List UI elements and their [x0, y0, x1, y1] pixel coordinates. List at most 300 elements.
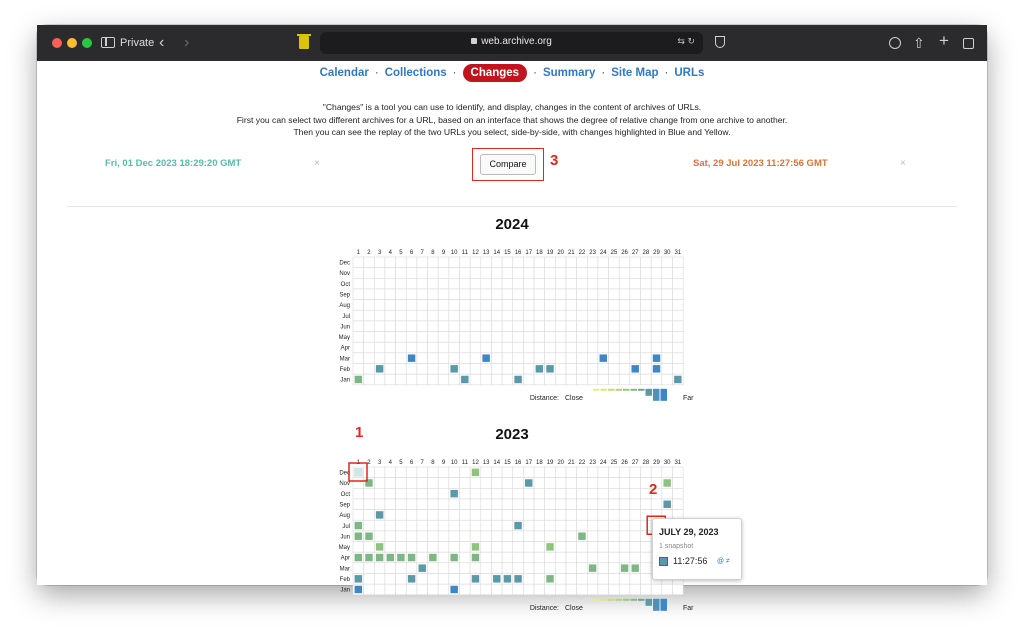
calendar-day-cell[interactable]: [513, 531, 524, 542]
calendar-day-cell[interactable]: [449, 374, 460, 385]
calendar-day-cell[interactable]: [396, 478, 407, 489]
zoom-window-button[interactable]: [82, 38, 92, 48]
calendar-day-cell[interactable]: [502, 563, 513, 574]
calendar-day-cell[interactable]: [609, 542, 620, 553]
calendar-day-cell[interactable]: [481, 289, 492, 300]
calendar-day-cell[interactable]: [502, 321, 513, 332]
calendar-day-cell[interactable]: [353, 499, 364, 510]
calendar-day-cell[interactable]: [513, 510, 524, 521]
calendar-day-cell[interactable]: [545, 563, 556, 574]
calendar-day-cell[interactable]: [438, 467, 449, 478]
calendar-day-cell[interactable]: [502, 310, 513, 321]
calendar-day-cell[interactable]: [662, 374, 673, 385]
snapshot-cell[interactable]: [600, 354, 607, 361]
calendar-day-cell[interactable]: [353, 478, 364, 489]
calendar-day-cell[interactable]: [374, 584, 385, 595]
snapshot-cell[interactable]: [621, 564, 628, 571]
calendar-day-cell[interactable]: [566, 364, 577, 375]
calendar-day-cell[interactable]: [396, 574, 407, 585]
calendar-day-cell[interactable]: [438, 563, 449, 574]
calendar-day-cell[interactable]: [385, 520, 396, 531]
calendar-day-cell[interactable]: [662, 467, 673, 478]
calendar-day-cell[interactable]: [364, 268, 375, 279]
calendar-day-cell[interactable]: [460, 542, 471, 553]
calendar-day-cell[interactable]: [396, 563, 407, 574]
calendar-day-cell[interactable]: [396, 310, 407, 321]
calendar-day-cell[interactable]: [598, 478, 609, 489]
calendar-day-cell[interactable]: [598, 542, 609, 553]
calendar-day-cell[interactable]: [545, 268, 556, 279]
calendar-day-cell[interactable]: [577, 488, 588, 499]
calendar-day-cell[interactable]: [460, 552, 471, 563]
calendar-day-cell[interactable]: [555, 278, 566, 289]
calendar-day-cell[interactable]: [641, 467, 652, 478]
calendar-day-cell[interactable]: [641, 520, 652, 531]
calendar-day-cell[interactable]: [598, 552, 609, 563]
calendar-day-cell[interactable]: [438, 552, 449, 563]
calendar-day-cell[interactable]: [353, 300, 364, 311]
calendar-day-cell[interactable]: [406, 510, 417, 521]
calendar-day-cell[interactable]: [673, 332, 684, 343]
calendar-day-cell[interactable]: [449, 353, 460, 364]
calendar-day-cell[interactable]: [449, 531, 460, 542]
calendar-day-cell[interactable]: [630, 574, 641, 585]
calendar-day-cell[interactable]: [428, 478, 439, 489]
calendar-day-cell[interactable]: [374, 488, 385, 499]
calendar-day-cell[interactable]: [481, 552, 492, 563]
calendar-day-cell[interactable]: [641, 268, 652, 279]
calendar-day-cell[interactable]: [470, 531, 481, 542]
calendar-day-cell[interactable]: [460, 300, 471, 311]
calendar-day-cell[interactable]: [449, 278, 460, 289]
calendar-day-cell[interactable]: [577, 321, 588, 332]
calendar-day-cell[interactable]: [523, 510, 534, 521]
snapshot-cell[interactable]: [546, 543, 553, 550]
calendar-day-cell[interactable]: [449, 542, 460, 553]
calendar-day-cell[interactable]: [651, 321, 662, 332]
calendar-day-cell[interactable]: [481, 278, 492, 289]
calendar-day-cell[interactable]: [428, 321, 439, 332]
snapshot-cell[interactable]: [514, 575, 521, 582]
calendar-day-cell[interactable]: [598, 342, 609, 353]
calendar-day-cell[interactable]: [609, 374, 620, 385]
calendar-day-cell[interactable]: [385, 300, 396, 311]
calendar-day-cell[interactable]: [513, 257, 524, 268]
calendar-day-cell[interactable]: [460, 278, 471, 289]
nav-changes[interactable]: Changes: [463, 64, 528, 82]
calendar-day-cell[interactable]: [619, 520, 630, 531]
snapshot-cell[interactable]: [450, 586, 457, 593]
calendar-day-cell[interactable]: [385, 332, 396, 343]
calendar-day-cell[interactable]: [641, 278, 652, 289]
calendar-day-cell[interactable]: [630, 300, 641, 311]
calendar-day-cell[interactable]: [364, 278, 375, 289]
calendar-day-cell[interactable]: [523, 467, 534, 478]
snapshot-cell[interactable]: [514, 522, 521, 529]
calendar-day-cell[interactable]: [651, 374, 662, 385]
calendar-day-cell[interactable]: [353, 353, 364, 364]
calendar-day-cell[interactable]: [438, 520, 449, 531]
calendar-day-cell[interactable]: [374, 332, 385, 343]
calendar-day-cell[interactable]: [566, 321, 577, 332]
calendar-day-cell[interactable]: [609, 467, 620, 478]
forward-icon[interactable]: ›: [184, 34, 190, 51]
calendar-day-cell[interactable]: [577, 563, 588, 574]
calendar-day-cell[interactable]: [630, 257, 641, 268]
calendar-day-cell[interactable]: [630, 478, 641, 489]
calendar-day-cell[interactable]: [491, 499, 502, 510]
calendar-day-cell[interactable]: [353, 321, 364, 332]
calendar-day-cell[interactable]: [609, 353, 620, 364]
calendar-day-cell[interactable]: [460, 310, 471, 321]
calendar-day-cell[interactable]: [577, 353, 588, 364]
calendar-day-cell[interactable]: [438, 499, 449, 510]
calendar-day-cell[interactable]: [449, 257, 460, 268]
calendar-day-cell[interactable]: [566, 342, 577, 353]
calendar-day-cell[interactable]: [630, 332, 641, 343]
calendar-day-cell[interactable]: [534, 300, 545, 311]
calendar-day-cell[interactable]: [374, 520, 385, 531]
calendar-day-cell[interactable]: [566, 478, 577, 489]
calendar-day-cell[interactable]: [417, 374, 428, 385]
calendar-day-cell[interactable]: [555, 289, 566, 300]
calendar-day-cell[interactable]: [609, 574, 620, 585]
calendar-day-cell[interactable]: [513, 268, 524, 279]
calendar-day-cell[interactable]: [555, 353, 566, 364]
calendar-day-cell[interactable]: [598, 510, 609, 521]
calendar-day-cell[interactable]: [491, 542, 502, 553]
calendar-day-cell[interactable]: [417, 499, 428, 510]
calendar-day-cell[interactable]: [609, 332, 620, 343]
calendar-day-cell[interactable]: [630, 552, 641, 563]
calendar-day-cell[interactable]: [566, 574, 577, 585]
calendar-day-cell[interactable]: [374, 268, 385, 279]
back-icon[interactable]: ‹: [159, 34, 165, 51]
calendar-day-cell[interactable]: [491, 268, 502, 279]
calendar-day-cell[interactable]: [491, 563, 502, 574]
calendar-day-cell[interactable]: [491, 364, 502, 375]
calendar-day-cell[interactable]: [630, 268, 641, 279]
calendar-day-cell[interactable]: [502, 499, 513, 510]
calendar-day-cell[interactable]: [428, 520, 439, 531]
calendar-day-cell[interactable]: [523, 488, 534, 499]
calendar-day-cell[interactable]: [555, 478, 566, 489]
calendar-day-cell[interactable]: [470, 478, 481, 489]
calendar-day-cell[interactable]: [523, 552, 534, 563]
calendar-day-cell[interactable]: [566, 520, 577, 531]
calendar-day-cell[interactable]: [651, 499, 662, 510]
calendar-day-cell[interactable]: [545, 321, 556, 332]
calendar-day-cell[interactable]: [406, 488, 417, 499]
calendar-day-cell[interactable]: [428, 574, 439, 585]
calendar-day-cell[interactable]: [513, 278, 524, 289]
calendar-day-cell[interactable]: [619, 342, 630, 353]
calendar-day-cell[interactable]: [502, 488, 513, 499]
calendar-day-cell[interactable]: [673, 268, 684, 279]
tabs-overview-icon[interactable]: [963, 38, 974, 49]
calendar-day-cell[interactable]: [566, 467, 577, 478]
calendar-day-cell[interactable]: [598, 488, 609, 499]
calendar-day-cell[interactable]: [417, 510, 428, 521]
calendar-day-cell[interactable]: [673, 289, 684, 300]
calendar-day-cell[interactable]: [428, 563, 439, 574]
calendar-day-cell[interactable]: [523, 342, 534, 353]
calendar-day-cell[interactable]: [587, 510, 598, 521]
calendar-day-cell[interactable]: [470, 353, 481, 364]
calendar-day-cell[interactable]: [630, 467, 641, 478]
calendar-day-cell[interactable]: [662, 321, 673, 332]
calendar-day-cell[interactable]: [566, 510, 577, 521]
calendar-day-cell[interactable]: [513, 499, 524, 510]
calendar-day-cell[interactable]: [385, 374, 396, 385]
calendar-day-cell[interactable]: [523, 257, 534, 268]
address-bar[interactable]: [320, 32, 703, 54]
calendar-day-cell[interactable]: [598, 278, 609, 289]
calendar-day-cell[interactable]: [428, 374, 439, 385]
snapshot-cell[interactable]: [472, 469, 479, 476]
calendar-day-cell[interactable]: [385, 310, 396, 321]
calendar-day-cell[interactable]: [534, 563, 545, 574]
calendar-day-cell[interactable]: [534, 257, 545, 268]
calendar-day-cell[interactable]: [609, 531, 620, 542]
calendar-day-cell[interactable]: [502, 374, 513, 385]
calendar-day-cell[interactable]: [428, 289, 439, 300]
calendar-day-cell[interactable]: [619, 332, 630, 343]
calendar-day-cell[interactable]: [470, 342, 481, 353]
snapshot-cell[interactable]: [355, 554, 362, 561]
calendar-day-cell[interactable]: [566, 353, 577, 364]
calendar-day-cell[interactable]: [460, 321, 471, 332]
calendar-day-cell[interactable]: [491, 321, 502, 332]
calendar-day-cell[interactable]: [523, 268, 534, 279]
calendar-day-cell[interactable]: [566, 563, 577, 574]
calendar-day-cell[interactable]: [566, 542, 577, 553]
calendar-day-cell[interactable]: [353, 488, 364, 499]
calendar-day-cell[interactable]: [502, 520, 513, 531]
calendar-day-cell[interactable]: [396, 531, 407, 542]
calendar-day-cell[interactable]: [587, 364, 598, 375]
calendar-day-cell[interactable]: [470, 499, 481, 510]
calendar-day-cell[interactable]: [534, 332, 545, 343]
calendar-day-cell[interactable]: [481, 332, 492, 343]
calendar-day-cell[interactable]: [364, 574, 375, 585]
calendar-day-cell[interactable]: [460, 520, 471, 531]
calendar-day-cell[interactable]: [555, 268, 566, 279]
calendar-day-cell[interactable]: [534, 478, 545, 489]
calendar-day-cell[interactable]: [609, 520, 620, 531]
calendar-day-cell[interactable]: [641, 552, 652, 563]
calendar-day-cell[interactable]: [587, 467, 598, 478]
calendar-day-cell[interactable]: [555, 310, 566, 321]
calendar-day-cell[interactable]: [502, 531, 513, 542]
calendar-day-cell[interactable]: [460, 478, 471, 489]
calendar-day-cell[interactable]: [513, 467, 524, 478]
calendar-day-cell[interactable]: [385, 542, 396, 553]
calendar-day-cell[interactable]: [545, 332, 556, 343]
calendar-day-cell[interactable]: [502, 300, 513, 311]
calendar-day-cell[interactable]: [449, 342, 460, 353]
calendar-day-cell[interactable]: [534, 510, 545, 521]
calendar-day-cell[interactable]: [502, 478, 513, 489]
calendar-day-cell[interactable]: [428, 257, 439, 268]
calendar-day-cell[interactable]: [438, 342, 449, 353]
calendar-day-cell[interactable]: [662, 310, 673, 321]
calendar-day-cell[interactable]: [491, 467, 502, 478]
calendar-day-cell[interactable]: [545, 310, 556, 321]
nav-urls[interactable]: URLs: [674, 67, 705, 79]
snapshot-cell[interactable]: [472, 554, 479, 561]
calendar-day-cell[interactable]: [523, 542, 534, 553]
calendar-day-cell[interactable]: [630, 289, 641, 300]
calendar-day-cell[interactable]: [385, 353, 396, 364]
calendar-day-cell[interactable]: [555, 531, 566, 542]
calendar-day-cell[interactable]: [428, 300, 439, 311]
snapshot-cell[interactable]: [376, 511, 383, 518]
calendar-day-cell[interactable]: [491, 289, 502, 300]
calendar-day-cell[interactable]: [673, 257, 684, 268]
calendar-day-cell[interactable]: [449, 268, 460, 279]
calendar-day-cell[interactable]: [641, 531, 652, 542]
calendar-day-cell[interactable]: [481, 584, 492, 595]
calendar-day-cell[interactable]: [481, 478, 492, 489]
calendar-day-cell[interactable]: [417, 289, 428, 300]
calendar-day-cell[interactable]: [364, 563, 375, 574]
calendar-day-cell[interactable]: [587, 268, 598, 279]
calendar-day-cell[interactable]: [470, 289, 481, 300]
calendar-day-cell[interactable]: [406, 364, 417, 375]
calendar-day-cell[interactable]: [481, 520, 492, 531]
calendar-day-cell[interactable]: [417, 257, 428, 268]
calendar-day-cell[interactable]: [406, 257, 417, 268]
calendar-day-cell[interactable]: [662, 289, 673, 300]
calendar-day-cell[interactable]: [545, 478, 556, 489]
calendar-day-cell[interactable]: [481, 310, 492, 321]
calendar-day-cell[interactable]: [673, 300, 684, 311]
calendar-day-cell[interactable]: [385, 364, 396, 375]
calendar-day-cell[interactable]: [374, 467, 385, 478]
calendar-day-cell[interactable]: [598, 467, 609, 478]
calendar-day-cell[interactable]: [374, 353, 385, 364]
calendar-day-cell[interactable]: [619, 374, 630, 385]
calendar-day-cell[interactable]: [630, 374, 641, 385]
calendar-day-cell[interactable]: [555, 520, 566, 531]
calendar-day-cell[interactable]: [417, 268, 428, 279]
calendar-day-cell[interactable]: [374, 321, 385, 332]
calendar-day-cell[interactable]: [513, 321, 524, 332]
calendar-day-cell[interactable]: [619, 268, 630, 279]
calendar-day-cell[interactable]: [630, 342, 641, 353]
calendar-day-cell[interactable]: [587, 321, 598, 332]
calendar-day-cell[interactable]: [673, 478, 684, 489]
snapshot-cell[interactable]: [355, 586, 362, 593]
calendar-day-cell[interactable]: [651, 467, 662, 478]
calendar-day-cell[interactable]: [609, 268, 620, 279]
calendar-day-cell[interactable]: [374, 531, 385, 542]
snapshot-cell[interactable]: [450, 554, 457, 561]
calendar-day-cell[interactable]: [406, 289, 417, 300]
calendar-day-cell[interactable]: [353, 332, 364, 343]
snapshot-cell[interactable]: [376, 543, 383, 550]
calendar-day-cell[interactable]: [491, 510, 502, 521]
snapshot-cell[interactable]: [419, 564, 426, 571]
calendar-day-cell[interactable]: [641, 499, 652, 510]
calendar-day-cell[interactable]: [353, 563, 364, 574]
calendar-day-cell[interactable]: [406, 278, 417, 289]
calendar-day-cell[interactable]: [566, 374, 577, 385]
calendar-day-cell[interactable]: [396, 364, 407, 375]
calendar-day-cell[interactable]: [598, 563, 609, 574]
calendar-day-cell[interactable]: [609, 289, 620, 300]
calendar-day-cell[interactable]: [460, 574, 471, 585]
calendar-day-cell[interactable]: [566, 531, 577, 542]
calendar-day-cell[interactable]: [481, 374, 492, 385]
calendar-day-cell[interactable]: [609, 563, 620, 574]
snapshot-cell[interactable]: [450, 365, 457, 372]
calendar-day-cell[interactable]: [438, 300, 449, 311]
calendar-day-cell[interactable]: [545, 289, 556, 300]
calendar-day-cell[interactable]: [481, 300, 492, 311]
calendar-day-cell[interactable]: [641, 510, 652, 521]
calendar-day-cell[interactable]: [417, 353, 428, 364]
calendar-day-cell[interactable]: [673, 353, 684, 364]
calendar-day-cell[interactable]: [460, 510, 471, 521]
calendar-day-cell[interactable]: [630, 321, 641, 332]
calendar-day-cell[interactable]: [651, 342, 662, 353]
calendar-day-cell[interactable]: [523, 321, 534, 332]
shield-icon[interactable]: [715, 36, 725, 48]
snapshot-cell[interactable]: [429, 554, 436, 561]
calendar-day-cell[interactable]: [641, 342, 652, 353]
calendar-day-cell[interactable]: [438, 531, 449, 542]
calendar-day-cell[interactable]: [673, 278, 684, 289]
calendar-day-cell[interactable]: [396, 542, 407, 553]
calendar-day-cell[interactable]: [460, 257, 471, 268]
close-window-button[interactable]: [52, 38, 62, 48]
calendar-day-cell[interactable]: [353, 289, 364, 300]
calendar-day-cell[interactable]: [385, 342, 396, 353]
calendar-day-cell[interactable]: [385, 563, 396, 574]
calendar-day-cell[interactable]: [555, 488, 566, 499]
calendar-day-cell[interactable]: [641, 353, 652, 364]
calendar-day-cell[interactable]: [417, 278, 428, 289]
calendar-day-cell[interactable]: [364, 321, 375, 332]
calendar-day-cell[interactable]: [609, 364, 620, 375]
calendar-day-cell[interactable]: [396, 374, 407, 385]
calendar-day-cell[interactable]: [534, 520, 545, 531]
nav-site-map[interactable]: Site Map: [611, 67, 659, 79]
calendar-day-cell[interactable]: [428, 353, 439, 364]
calendar-day-cell[interactable]: [353, 310, 364, 321]
calendar-day-cell[interactable]: [619, 300, 630, 311]
calendar-day-cell[interactable]: [481, 510, 492, 521]
calendar-day-cell[interactable]: [523, 278, 534, 289]
calendar-day-cell[interactable]: [481, 342, 492, 353]
calendar-day-cell[interactable]: [374, 257, 385, 268]
snapshot-cell[interactable]: [355, 575, 362, 582]
calendar-day-cell[interactable]: [406, 300, 417, 311]
calendar-day-cell[interactable]: [598, 332, 609, 343]
calendar-day-cell[interactable]: [396, 300, 407, 311]
snapshot-cell[interactable]: [408, 575, 415, 582]
calendar-day-cell[interactable]: [641, 374, 652, 385]
calendar-day-cell[interactable]: [470, 257, 481, 268]
snapshot-cell[interactable]: [355, 376, 362, 383]
calendar-day-cell[interactable]: [641, 542, 652, 553]
snapshot-cell[interactable]: [461, 376, 468, 383]
clear-left-icon[interactable]: ×: [314, 158, 320, 169]
snapshot-cell[interactable]: [663, 501, 670, 508]
calendar-day-cell[interactable]: [534, 499, 545, 510]
